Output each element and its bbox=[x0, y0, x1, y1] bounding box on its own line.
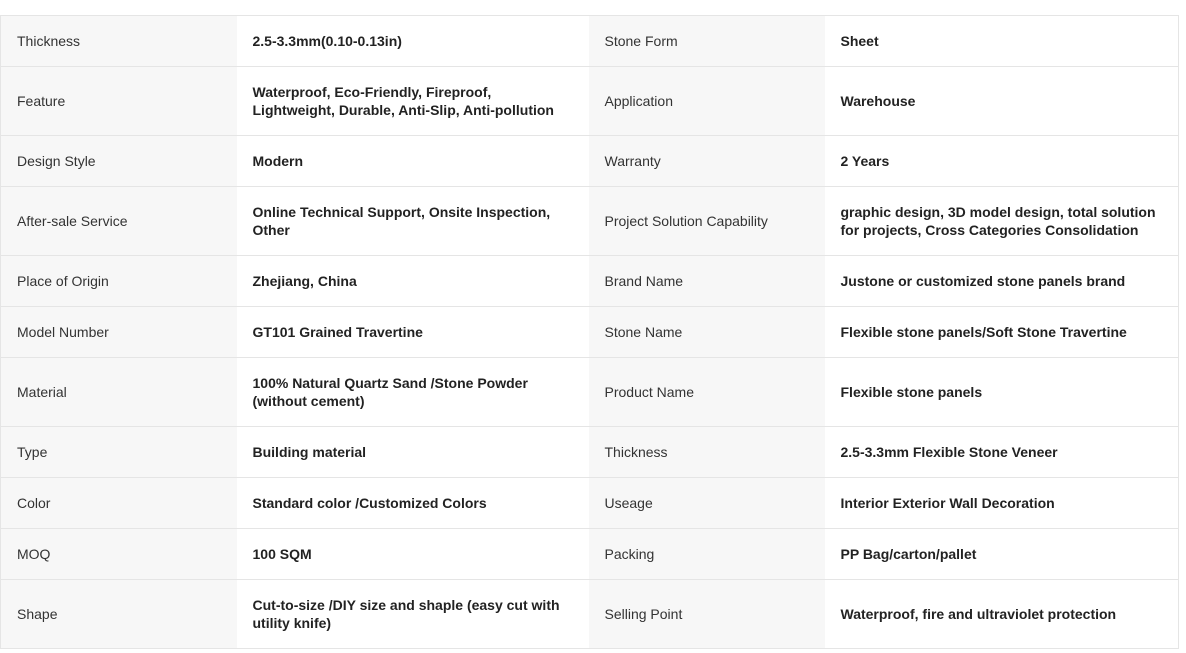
spec-value: Flexible stone panels/Soft Stone Travertine bbox=[825, 307, 1179, 358]
spec-label: After-sale Service bbox=[1, 187, 237, 256]
spec-label: Place of Origin bbox=[1, 256, 237, 307]
spec-value: Standard color /Customized Colors bbox=[237, 478, 589, 529]
table-row bbox=[1, 529, 1179, 580]
spec-label: Type bbox=[1, 427, 237, 478]
spec-value: Flexible stone panels bbox=[825, 358, 1179, 427]
spec-label: Stone Name bbox=[589, 307, 825, 358]
product-spec-table bbox=[0, 15, 1179, 649]
spec-label: Stone Form bbox=[589, 16, 825, 67]
spec-label: Project Solution Capability bbox=[589, 187, 825, 256]
spec-value: 100 SQM bbox=[237, 529, 589, 580]
spec-label: Warranty bbox=[589, 136, 825, 187]
table-row bbox=[1, 16, 1179, 67]
spec-label: Thickness bbox=[589, 427, 825, 478]
table-row bbox=[1, 478, 1179, 529]
table-row bbox=[1, 256, 1179, 307]
table-row bbox=[1, 187, 1179, 256]
spec-value: PP Bag/carton/pallet bbox=[825, 529, 1179, 580]
spec-label: Selling Point bbox=[589, 580, 825, 649]
spec-value: graphic design, 3D model design, total solution for projects, Cross Categories Consolidation bbox=[825, 187, 1179, 256]
spec-label: Thickness bbox=[1, 16, 237, 67]
spec-value: Modern bbox=[237, 136, 589, 187]
table-row bbox=[1, 67, 1179, 136]
spec-value: Zhejiang, China bbox=[237, 256, 589, 307]
spec-label: Useage bbox=[589, 478, 825, 529]
spec-label: Design Style bbox=[1, 136, 237, 187]
spec-value: Waterproof, Eco-Friendly, Fireproof, Lightweight, Durable, Anti-Slip, Anti-pollution bbox=[237, 67, 589, 136]
spec-value: 2.5-3.3mm(0.10-0.13in) bbox=[237, 16, 589, 67]
spec-value: Online Technical Support, Onsite Inspection, Other bbox=[237, 187, 589, 256]
spec-label: Product Name bbox=[589, 358, 825, 427]
spec-label: MOQ bbox=[1, 529, 237, 580]
spec-value: Interior Exterior Wall Decoration bbox=[825, 478, 1179, 529]
spec-label: Model Number bbox=[1, 307, 237, 358]
product-spec-section bbox=[0, 15, 1178, 649]
table-row bbox=[1, 136, 1179, 187]
spec-value: 2 Years bbox=[825, 136, 1179, 187]
spec-value: Warehouse bbox=[825, 67, 1179, 136]
spec-label: Application bbox=[589, 67, 825, 136]
spec-value: Building material bbox=[237, 427, 589, 478]
spec-value: GT101 Grained Travertine bbox=[237, 307, 589, 358]
spec-value: Justone or customized stone panels brand bbox=[825, 256, 1179, 307]
spec-value: Waterproof, fire and ultraviolet protection bbox=[825, 580, 1179, 649]
table-row bbox=[1, 358, 1179, 427]
spec-label: Color bbox=[1, 478, 237, 529]
spec-value: Sheet bbox=[825, 16, 1179, 67]
spec-label: Shape bbox=[1, 580, 237, 649]
spec-label: Material bbox=[1, 358, 237, 427]
spec-value: Cut-to-size /DIY size and shaple (easy cut with utility knife) bbox=[237, 580, 589, 649]
spec-value: 2.5-3.3mm Flexible Stone Veneer bbox=[825, 427, 1179, 478]
table-row bbox=[1, 580, 1179, 649]
spec-label: Brand Name bbox=[589, 256, 825, 307]
spec-value: 100% Natural Quartz Sand /Stone Powder (without cement) bbox=[237, 358, 589, 427]
spec-label: Packing bbox=[589, 529, 825, 580]
spec-label: Feature bbox=[1, 67, 237, 136]
table-row bbox=[1, 427, 1179, 478]
table-row bbox=[1, 307, 1179, 358]
